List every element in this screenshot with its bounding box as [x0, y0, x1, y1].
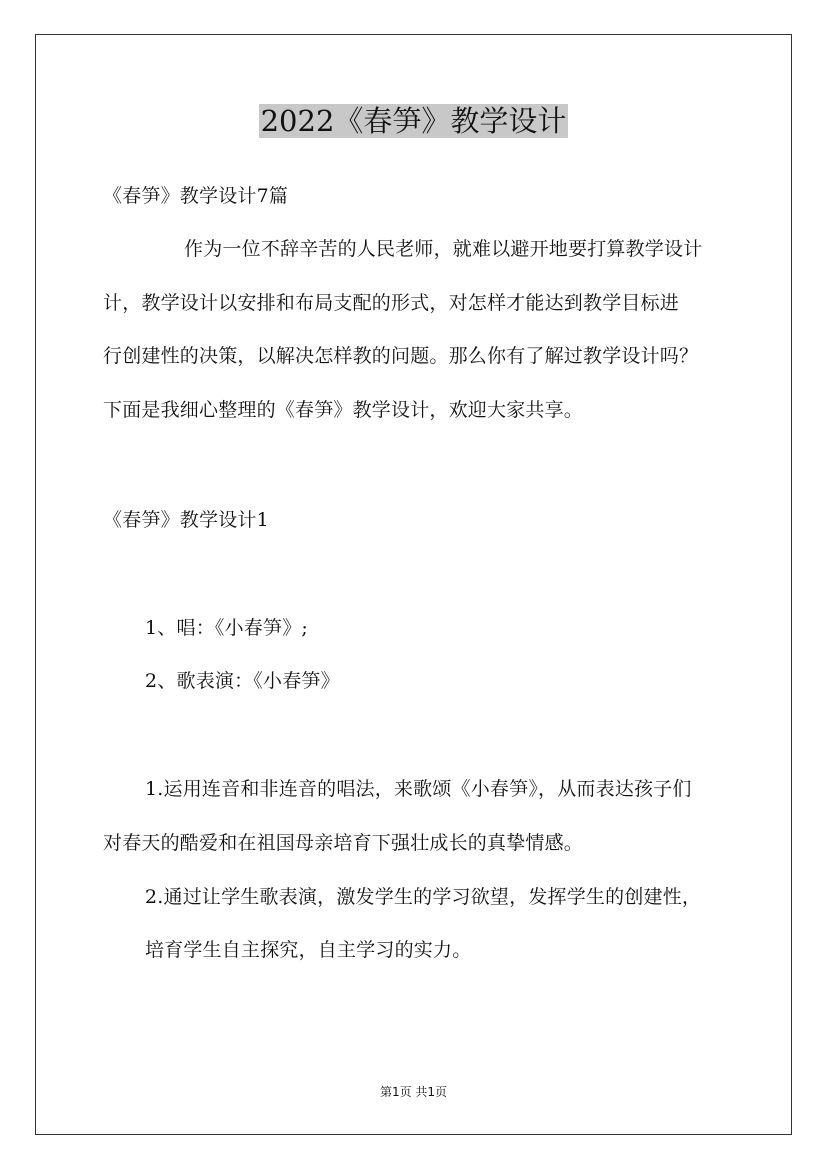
- document-title-text: 2022《春笋》教学设计: [260, 104, 567, 138]
- activity-item-2: 2、歌表演：《小春笋》: [145, 670, 340, 692]
- activity-item-1: 1、唱：《小春笋》;: [145, 617, 308, 639]
- section-heading: 《春笋》教学设计1: [103, 509, 269, 531]
- document-subtitle: 《春笋》教学设计7篇: [103, 185, 289, 207]
- goal-line-2: 对春天的酷爱和在祖国母亲培育下强壮成长的真挚情感。: [103, 832, 584, 854]
- goal-line-1: 1.运用连音和非连音的唱法，来歌颂《小春笋》，从而表达孩子们: [145, 778, 692, 800]
- intro-line-1: 作为一位不辞辛苦的人民老师，就难以避开地要打算教学设计: [184, 238, 703, 260]
- goal-line-4: 培育学生自主探究，自主学习的实力。: [145, 939, 472, 961]
- document-title: [0, 101, 827, 141]
- page-footer: 第1页 共1页: [379, 1085, 448, 1099]
- goal-line-3: 2.通过让学生歌表演，激发学生的学习欲望，发挥学生的创建性，: [145, 886, 702, 908]
- intro-line-3: 行创建性的决策，以解决怎样教的问题。那么你有了解过教学设计吗？: [103, 345, 699, 367]
- intro-line-2: 计，教学设计以安排和布局支配的形式，对怎样才能达到教学目标进: [103, 292, 680, 314]
- intro-line-4: 下面是我细心整理的《春笋》教学设计，欢迎大家共享。: [103, 399, 584, 421]
